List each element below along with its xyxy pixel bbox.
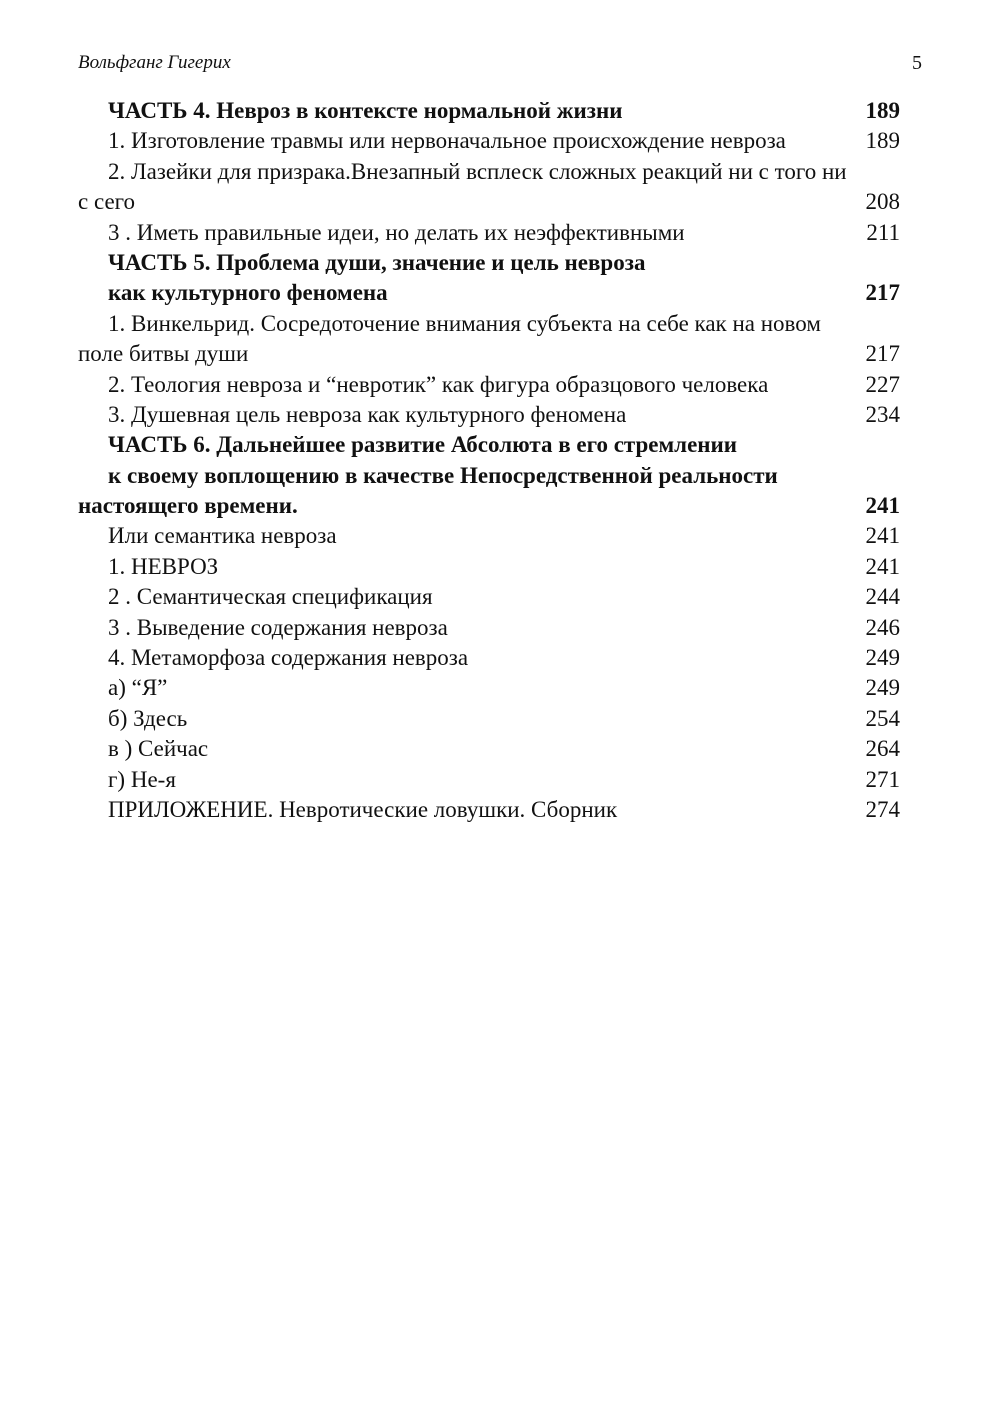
toc-entry-title: а) “Я” xyxy=(108,675,168,701)
toc-entry-page: 189 xyxy=(865,128,900,154)
toc-entry-page: 234 xyxy=(865,401,900,427)
toc-entry-title: 4. Метаморфоза содержания невроза xyxy=(108,645,469,671)
toc-entry-title: настоящего времени. xyxy=(78,493,298,519)
toc-entry-title: Или семантика невроза xyxy=(108,523,337,549)
toc-entry xyxy=(78,521,900,551)
toc-entry-page: 246 xyxy=(865,614,900,640)
toc-entry-title: 3 . Выведение содержания невроза xyxy=(108,614,448,640)
toc-entry-title: 1. Винкельрид. Сосредоточение внимания субъекта на себе как на новом xyxy=(108,310,821,336)
toc-entry-page: 241 xyxy=(865,523,900,549)
toc-entry xyxy=(78,278,900,308)
toc-entry xyxy=(78,157,900,187)
toc-entry-title: поле битвы души xyxy=(78,341,249,367)
toc-entry-title: ЧАСТЬ 6. Дальнейшее развитие Абсолюта в его стремлении xyxy=(108,432,738,458)
toc-entry xyxy=(78,734,900,764)
toc-entry-title: б) Здесь xyxy=(108,705,188,731)
toc-entry-title: к своему воплощению в качестве Непосредственной реальности xyxy=(108,462,778,488)
toc-entry-page: 249 xyxy=(865,675,900,701)
running-head-author: Вольфганг Гигерих xyxy=(78,52,231,73)
page-header xyxy=(78,52,922,82)
toc-entry xyxy=(78,187,900,217)
toc-entry-page: 208 xyxy=(865,189,900,215)
toc-entry-title: в ) Сейчас xyxy=(108,736,209,762)
toc-entry-page: 189 xyxy=(865,98,900,123)
toc-entry xyxy=(78,491,900,521)
toc-entry-title: ПРИЛОЖЕНИЕ. Невротические ловушки. Сборник xyxy=(108,796,618,822)
toc-entry-page: 264 xyxy=(865,736,900,762)
toc-entry-page: 211 xyxy=(866,219,900,245)
toc-entry xyxy=(78,248,900,278)
table-of-contents xyxy=(78,96,900,825)
toc-entry xyxy=(78,795,900,825)
toc-entry-page: 217 xyxy=(865,280,900,306)
toc-entry-title: 2 . Семантическая спецификация xyxy=(108,584,433,610)
toc-entry xyxy=(78,552,900,582)
toc-entry-page: 271 xyxy=(865,766,900,792)
toc-entry-page: 241 xyxy=(865,553,900,579)
toc-entry xyxy=(78,461,900,491)
toc-entry xyxy=(78,704,900,734)
toc-entry xyxy=(78,673,900,703)
toc-entry-page: 217 xyxy=(865,341,900,367)
toc-entry xyxy=(78,430,900,460)
toc-entry xyxy=(78,339,900,369)
toc-entry-page: 254 xyxy=(865,705,900,731)
toc-entry xyxy=(78,643,900,673)
toc-entry xyxy=(78,400,900,430)
toc-entry-title: 3 . Иметь правильные идеи, но делать их неэффективными xyxy=(108,219,685,245)
toc-entry xyxy=(78,218,900,248)
toc-entry xyxy=(78,765,900,795)
toc-entry-title: 2. Лазейки для призрака.Внезапный всплеск сложных реакций ни с того ни xyxy=(108,158,847,184)
toc-entry-title: с сего xyxy=(78,189,136,215)
toc-entry-page: 227 xyxy=(865,371,900,397)
toc-entry-title: 3. Душевная цель невроза как культурного феномена xyxy=(108,401,627,427)
toc-entry-title: 1. Изготовление травмы или нервоначальное происхождение невроза xyxy=(108,128,786,154)
page-number: 5 xyxy=(912,52,922,74)
toc-entry xyxy=(78,613,900,643)
toc-entry-page: 241 xyxy=(865,493,900,519)
toc-entry xyxy=(78,370,900,400)
toc-entry-title: ЧАСТЬ 5. Проблема души, значение и цель невроза xyxy=(108,249,646,275)
toc-entry xyxy=(78,309,900,339)
toc-entry-title: 1. НЕВРОЗ xyxy=(108,553,219,579)
toc-entry-title: ЧАСТЬ 4. Невроз в контексте нормальной жизни xyxy=(108,98,623,123)
toc-entry-title: как культурного феномена xyxy=(108,280,388,306)
toc-entry-title: г) Не-я xyxy=(108,766,176,792)
toc-entry-title: 2. Теология невроза и “невротик” как фигура образцового человека xyxy=(108,371,769,397)
toc-entry xyxy=(78,96,900,126)
toc-entry-page: 249 xyxy=(865,645,900,671)
toc-entry xyxy=(78,582,900,612)
toc-entry-page: 274 xyxy=(865,796,900,822)
toc-entry-page: 244 xyxy=(865,584,900,610)
toc-entry xyxy=(78,126,900,156)
